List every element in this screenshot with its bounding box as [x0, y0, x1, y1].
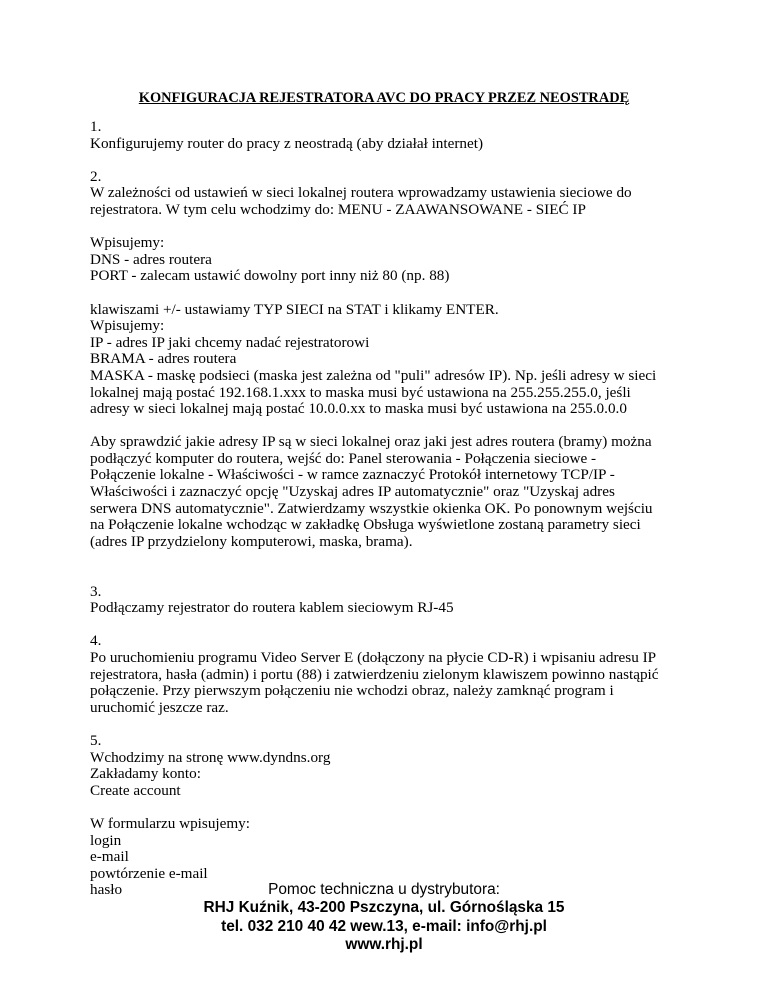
document-title: KONFIGURACJA REJESTRATORA AVC DO PRACY PRZEZ NEOSTRADĘ [138, 90, 630, 106]
enter-block-line: Wpisujemy: [90, 234, 165, 252]
step-4-number: 4. [90, 632, 102, 650]
footer-company-line: RHJ Kuźnik, 43-200 Pszczyna, ul. Górnośląska 15 [203, 899, 565, 917]
step-1-text: Konfigurujemy router do pracy z neostradą (aby działał internet) [90, 134, 484, 152]
check-block-line: serwera DNS automatycznie". Zatwierdzamy wszystkie okienka OK. Po ponownym wejściu [90, 499, 653, 517]
form-block-line: W formularzu wpisujemy: [90, 814, 250, 832]
step-4-text-line: Po uruchomieniu programu Video Server E (dołączony na płycie CD-R) i wpisaniu adresu IP [90, 649, 657, 666]
enter-block-line: PORT - zalecam ustawić dowolny port inny niż 80 (np. 88) [90, 267, 450, 285]
step-2-text-line: rejestratora. W tym celu wchodzimy do: MENU - ZAAWANSOWANE - SIEĆ IP [90, 200, 586, 218]
stat-block-line: adresy w sieci lokalnej mają postać 10.0.0.xx to maska musi być ustawiona na 255.0.0.0 [90, 400, 627, 418]
form-block-line: powtórzenie e-mail [90, 864, 208, 882]
stat-block-line: lokalnej mają postać 192.168.1.xxx to maska musi być ustawiona na 255.255.255.0, jeśli [90, 383, 631, 401]
step-5-text-line: Wchodzimy na stronę www.dyndns.org [90, 748, 331, 766]
check-block-line: na Połączenie lokalne wchodząc w zakładkę Obsługa wyświetlone zostaną parametry sieci [90, 516, 641, 534]
form-block-line: hasło [90, 881, 123, 899]
footer-support-label: Pomoc techniczna u dystrybutora: [268, 881, 500, 898]
document-body [90, 119, 700, 899]
check-block-line: Aby sprawdzić jakie adresy IP są w sieci lokalnej oraz jaki jest adres routera (bramy) można [90, 433, 652, 451]
step-5-text-line: Zakładamy konto: [90, 765, 201, 783]
check-block-line: Właściwości i zaznaczyć opcję "Uzyskaj adres IP automatycznie" oraz "Uzyskaj adres [90, 483, 615, 501]
footer-contact-line: tel. 032 210 40 42 wew.13, e-mail: info@rhj.pl [221, 917, 547, 935]
step-5-number: 5. [90, 731, 102, 749]
stat-block-line: BRAMA - adres routera [90, 350, 237, 368]
form-block-line: login [90, 831, 122, 849]
enter-block-line: DNS - adres routera [90, 250, 212, 268]
stat-block-line: IP - adres IP jaki chcemy nadać rejestratorowi [90, 333, 370, 351]
check-block-line: (adres IP przydzielony komputerowi, maska, brama). [90, 532, 413, 550]
stat-block-line: MASKA - maskę podsieci (maska jest zależna od "puli" adresów IP). Np. jeśli adresy w sieci [90, 366, 657, 384]
step-2-text-line: W zależności od ustawień w sieci lokalnej routera wprowadzamy ustawienia sieciowe do [90, 184, 632, 202]
step-4-text-line: połączenie. Przy pierwszym połączeniu nie wchodzi obraz, należy zamknąć program i [90, 682, 614, 700]
stat-block-line: klawiszami +/- ustawiamy TYP SIECI na STAT i klikamy ENTER. [90, 300, 499, 318]
page-footer [0, 881, 768, 955]
form-block-line: e-mail [90, 848, 129, 866]
step-4-text-line: rejestratora, hasła (admin) i portu (88) i zatwierdzeniu zielonym klawiszem powinno nastąpić [90, 665, 659, 683]
check-block-line: Połączenie lokalne - Właściwości - w ramce zaznaczyć Protokół internetowy TCP/IP - [90, 466, 615, 484]
step-1-number: 1. [90, 118, 102, 135]
step-3-number: 3. [90, 582, 102, 600]
check-block-line: podłączyć komputer do routera, wejść do: Panel sterowania - Połączenia sieciowe - [90, 449, 597, 467]
step-2-number: 2. [90, 167, 102, 185]
stat-block-line: Wpisujemy: [90, 317, 165, 335]
step-5-text-line: Create account [90, 781, 181, 799]
step-4-text-line: uruchomić jeszcze raz. [90, 698, 229, 716]
footer-website: www.rhj.pl [345, 936, 423, 954]
step-3-text: Podłączamy rejestrator do routera kablem sieciowym RJ-45 [90, 599, 454, 617]
